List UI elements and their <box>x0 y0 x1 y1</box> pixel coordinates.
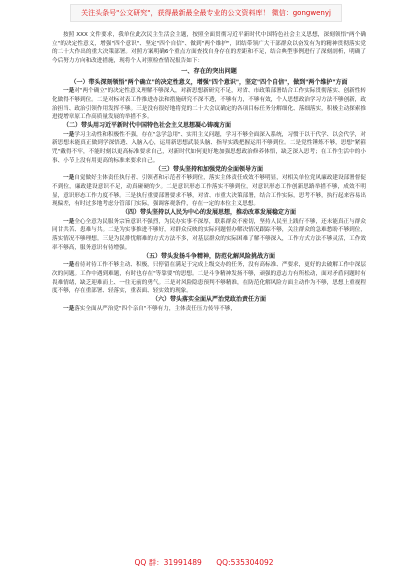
point-marker: 一是 <box>63 262 75 269</box>
paragraph-text: 看待对待工作不够主动、积极，只停留在满足于完成上级交办的任务，没有高标准、严要求，更好的去破解工作中深层次的问题。工作中遇到难题，有时也存在"等靠要"的思想。二是斗争精神发扬不够，顽强的意志力有所松动，面对矛盾问题时有畏难情绪，缺乏迎难而上、一往无前的勇气。三是对风险隐患预判不够精准，在防范化解风险方面主动作为不够，思想上重视程度不够，存在重部署、轻落实，重表面、轻实效的现象。 <box>52 262 366 295</box>
subsection-heading: （六）带头落实全面从严治党政治责任方面 <box>151 296 266 304</box>
qq-label: QQ:535304092 <box>216 558 274 567</box>
body-paragraph <box>52 218 366 253</box>
body-paragraph <box>52 131 366 166</box>
promo-banner: 关注头条号"公文研究"，获得最新最全最专业的公文资料库！ 微信：gongwenyj <box>70 4 342 22</box>
subsection-heading: （二）带头用习近平新时代中国特色社会主义思想凝心铸魂方面 <box>63 122 232 130</box>
point-marker: 一是 <box>63 218 75 225</box>
paragraph-text: 全心全意为民服务宗旨意识不强烈，为民办实事不深厚，联系群众不密切，坚持人民至上践行不够，还未能真正与群众同甘共苦、患难与共。二是为实事推进不够好，对群众反映的实际问题督办解决情况跟踪不够，关注群众的急难愁盼不够到位，落实情况不够理想。三是为民排忧解难的方式方法不多，对基层群众的实际困难了解不够深入，工作方式方法不够灵活，工作效率不够高，服务意识有待增强。 <box>52 218 366 251</box>
subsection-heading: （四）带头坚持以人民为中心的发展思想，推动改革发展稳定方面 <box>121 209 296 217</box>
point-marker: 一是 <box>63 88 75 95</box>
body-paragraph <box>52 87 366 122</box>
paragraph-text: 对"两个确立"的决定性意义理解不够深入，对新思想新研究不足，对省、市政策部署结合工作实际贯彻落实、创新性转化做得不够到位。二是对标对表工作推进办法和措施研究不深不透，不够有力，不够有效，个人思想政治学习方法不够创新，政治担当、政治引领作用发挥不够。三是没有很好地将党的二十大会议确定的各项目标任务分解细化、落细落实，积极主动探索推进提增章原工作高质量发展的举措不多。 <box>52 88 366 121</box>
point-marker: 一是 <box>63 175 75 182</box>
paragraph-text: 自觉做好主体责任执行者、引领者和示范者不够到位，落实主体责任成效不够明显，对相关单位党风廉政建设部署督促不到位，廉政建设意识不足，动真碰硬的少。二是意识形态工作落实不够到位，对意识形态工作创新思路举措不够，成效不明显，意识形态工作力度不够。三是执行重要部署要求不够，对省、市重大决策部署，结合工作实际，思考不够，执行起来容易出现偏差，有时过多地考虑分管部门实际，强调客观条件，存在一定的本位主义思想。 <box>52 175 366 208</box>
subsection-heading: （三）带头坚持和加强党的全面领导方面 <box>154 165 263 173</box>
body-paragraph: 按照 XXX 文件要求，我单位此次民主生活会主题，按照全面贯彻习近平新时代中国特色社会主义思想，深刻领悟"两个确立"的决定性意义，增强"四个意识"、坚定"四个自信"、做到"两个维护"，团结带领广大干部群众以奋发有为的精神贯彻落实党的二十大作出的重大决策部署。对照方案明确6个重点方面查找自身存在的差距和不足，结合典型事例进行了深刻剖析，明确了今后努力方向和改进措施，现将个人对照检查情况报告如下： <box>52 32 366 65</box>
paragraph-text: 落实全面从严治党"四个亲自"不够有力，主体责任压力传导不够， <box>74 305 236 312</box>
qq-group-label: QQ 群：31991489 <box>134 558 202 567</box>
document-body <box>52 31 366 314</box>
body-paragraph <box>52 174 366 209</box>
subsection-heading: （一）带头深刻领悟"两个确立"的决定性意义，增强"四个意识"，坚定"四个自信"，做到"两个维护"方面 <box>70 78 348 86</box>
footer-contact <box>0 557 408 568</box>
body-paragraph <box>52 261 366 296</box>
point-marker: 一是 <box>63 131 75 138</box>
paragraph-text: 学习主动性和积极性不强，存在"急学急用"、实用主义问题，学习不够全面深入系统，习惯于以干代学、以会代学，对新思想未能真正做到学深悟透、入脑入心，运用新思想武装头脑、指导实践把握运用不够到位。二是党性锤炼不够，思想"紧箍咒"戴得不牢，不能时刻以更高标准要求自己，对新时代如何更好地加强思想政治修养体悟，缺乏深入思考；在工作生活中的小事、小节上没有用更高的标准来要求自己。 <box>52 131 366 164</box>
subsection-heading: （五）带头发扬斗争精神，防范化解风险挑战方面 <box>142 252 275 260</box>
section-heading: 一、存在的突出问题 <box>181 67 237 75</box>
point-marker: 一是 <box>63 305 75 312</box>
body-paragraph <box>52 305 366 314</box>
